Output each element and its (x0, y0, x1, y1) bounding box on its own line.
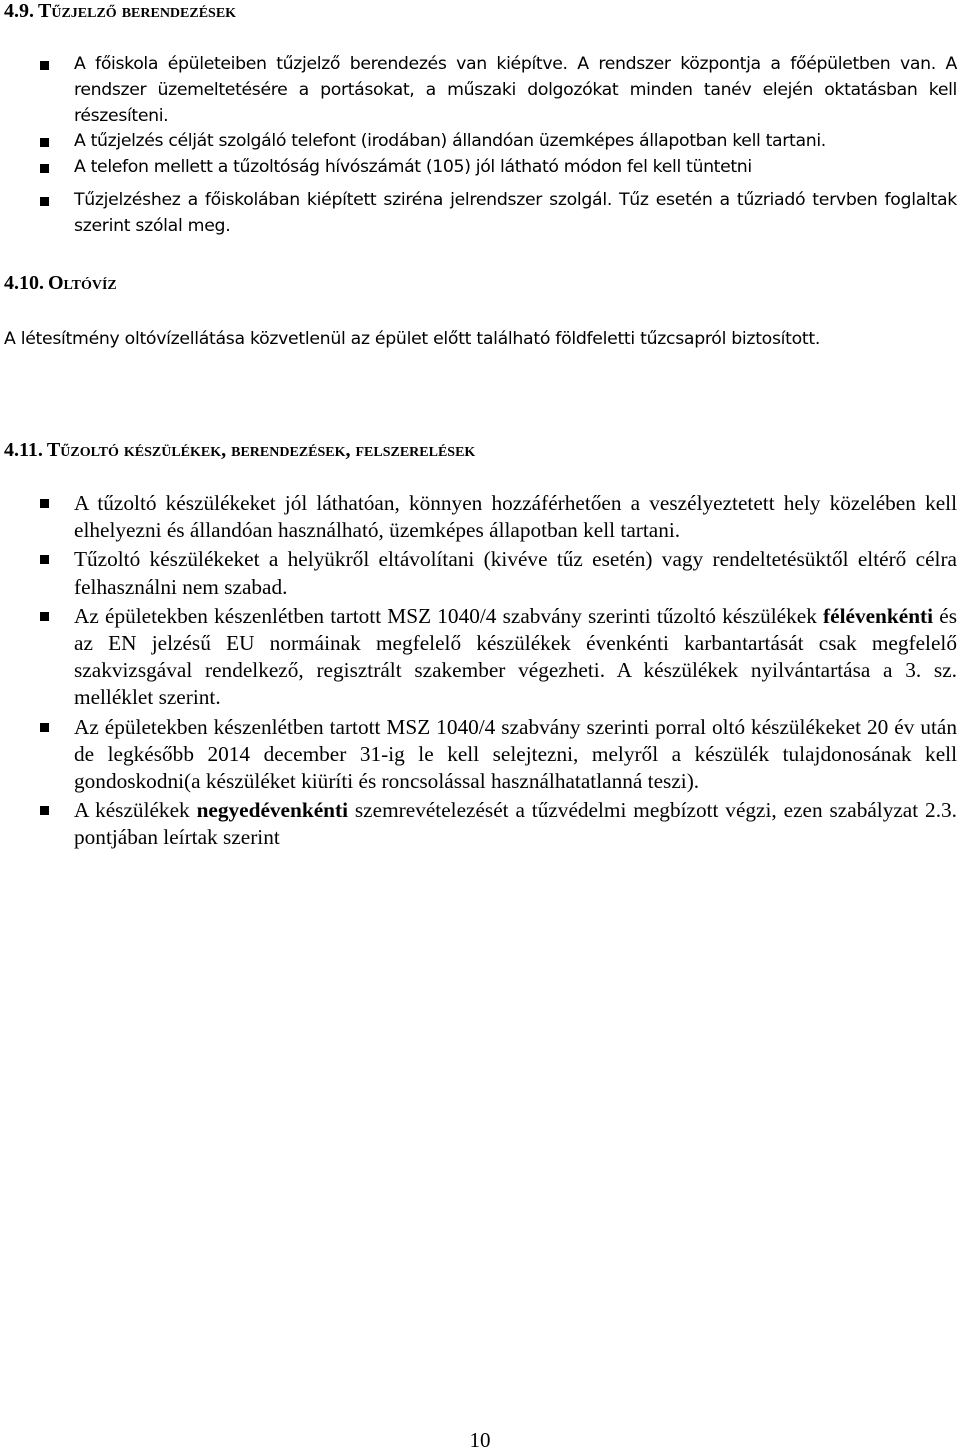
list-item-text: A főiskola épületeiben tűzjelző berendezés van kiépítve. A rendszer központja a főépületben van. A rendszer üzemeltetésére a portásokat, a műszaki dolgozókat minden tanév elején oktatásban kell részesíteni. (74, 54, 957, 126)
bullet-list-fire-alarm (0, 52, 960, 181)
emphasis-quarterly: negyedévenkénti (196, 798, 349, 823)
list-item (0, 546, 960, 600)
list-item-text-end: és az EN jelzésű EU normáinak megfelelő készülékek évenkénti karbantartását csak megfelelő szakvizsgával rendelkező, regisztrált szakember végezheti. A készülékek nyilvántartása a 3. sz. melléklet szerint. (74, 603, 957, 710)
section-heading-4-10 (4, 270, 117, 296)
list-item-text: Tűzoltó készülékeket a helyükről eltávolítani (kivéve tűz esetén) vagy rendeltetésüktől eltérő célra felhasználni nem szabad. (74, 547, 957, 599)
square-bullet-icon (40, 164, 49, 173)
square-bullet-icon (40, 723, 49, 732)
list-item (0, 155, 960, 181)
square-bullet-icon (40, 555, 49, 564)
paragraph-extinguishing-water: A létesítmény oltóvízellátása közvetlenül az épület előtt található földfeletti tűzcsapról biztosított. (4, 329, 821, 349)
list-item-text: A tűzjelzés célját szolgáló telefont (irodában) állandóan üzemképes állapotban kell tartani. (74, 131, 826, 152)
list-item (0, 52, 960, 129)
list-item (0, 603, 960, 712)
square-bullet-icon (40, 612, 49, 621)
list-item-text: Tűzjelzéshez a főiskolában kiépített sziréna jelrendszer szolgál. Tűz esetén a tűzriadó tervben foglaltak szerint szólal meg. (74, 190, 957, 237)
emphasis-semiannual: félévenkénti (823, 603, 934, 628)
list-item-text: A tűzoltó készülékeket jól láthatóan, könnyen hozzáférhetően a veszélyeztetett hely közelében kell elhelyezni és állandóan használható, üzemképes állapotban kell tartani. (74, 491, 957, 543)
page-number: 10 (469, 1428, 491, 1452)
list-item (0, 129, 960, 155)
list-item (0, 797, 960, 851)
list-item-text: Az épületekben készenlétben tartott MSZ 1040/4 szabvány szerinti porral oltó készülékeket 20 év után de legkésőbb 2014 december 31-ig le kell selejtezni, melyről a készülék tulajdonosának kell gondoskodni(a készüléket kiüríti és roncsolással használhatatlanná teszi). (74, 714, 957, 794)
bullet-list-siren (0, 187, 960, 240)
section-title: Oltóvíz (48, 272, 117, 294)
list-item-text-end: szemrevételezését a tűzvédelmi megbízott végzi, ezen szabályzat 2.3. pontjában leírtak szerint (74, 798, 957, 850)
square-bullet-icon (40, 197, 49, 206)
list-item (0, 187, 960, 240)
list-item (0, 490, 960, 544)
list-item (0, 714, 960, 796)
square-bullet-icon (40, 138, 49, 147)
list-item-text (74, 798, 957, 849)
section-heading-4-9 (4, 0, 236, 24)
square-bullet-icon (40, 806, 49, 815)
list-item-text (74, 604, 957, 710)
section-number: 4.11. (4, 439, 43, 461)
section-heading-4-11 (4, 437, 475, 463)
section-number: 4.10. (4, 272, 44, 294)
bullet-list-extinguishers (0, 490, 960, 852)
list-item-text-start: Az épületekben készenlétben tartott MSZ 1040/4 szabvány szerinti tűzoltó készülékek (74, 603, 824, 628)
square-bullet-icon (40, 499, 49, 508)
list-item-text: A telefon mellett a tűzoltóság hívószámát (105) jól látható módon fel kell tüntetni (74, 157, 752, 178)
section-title: Tűzoltó készülékek, berendezések, felszerelések (46, 439, 476, 461)
section-title: Tűzjelző berendezések (38, 0, 237, 22)
square-bullet-icon (40, 61, 49, 70)
list-item-text-start: A készülékek (74, 798, 197, 823)
section-number: 4.9. (4, 0, 34, 22)
